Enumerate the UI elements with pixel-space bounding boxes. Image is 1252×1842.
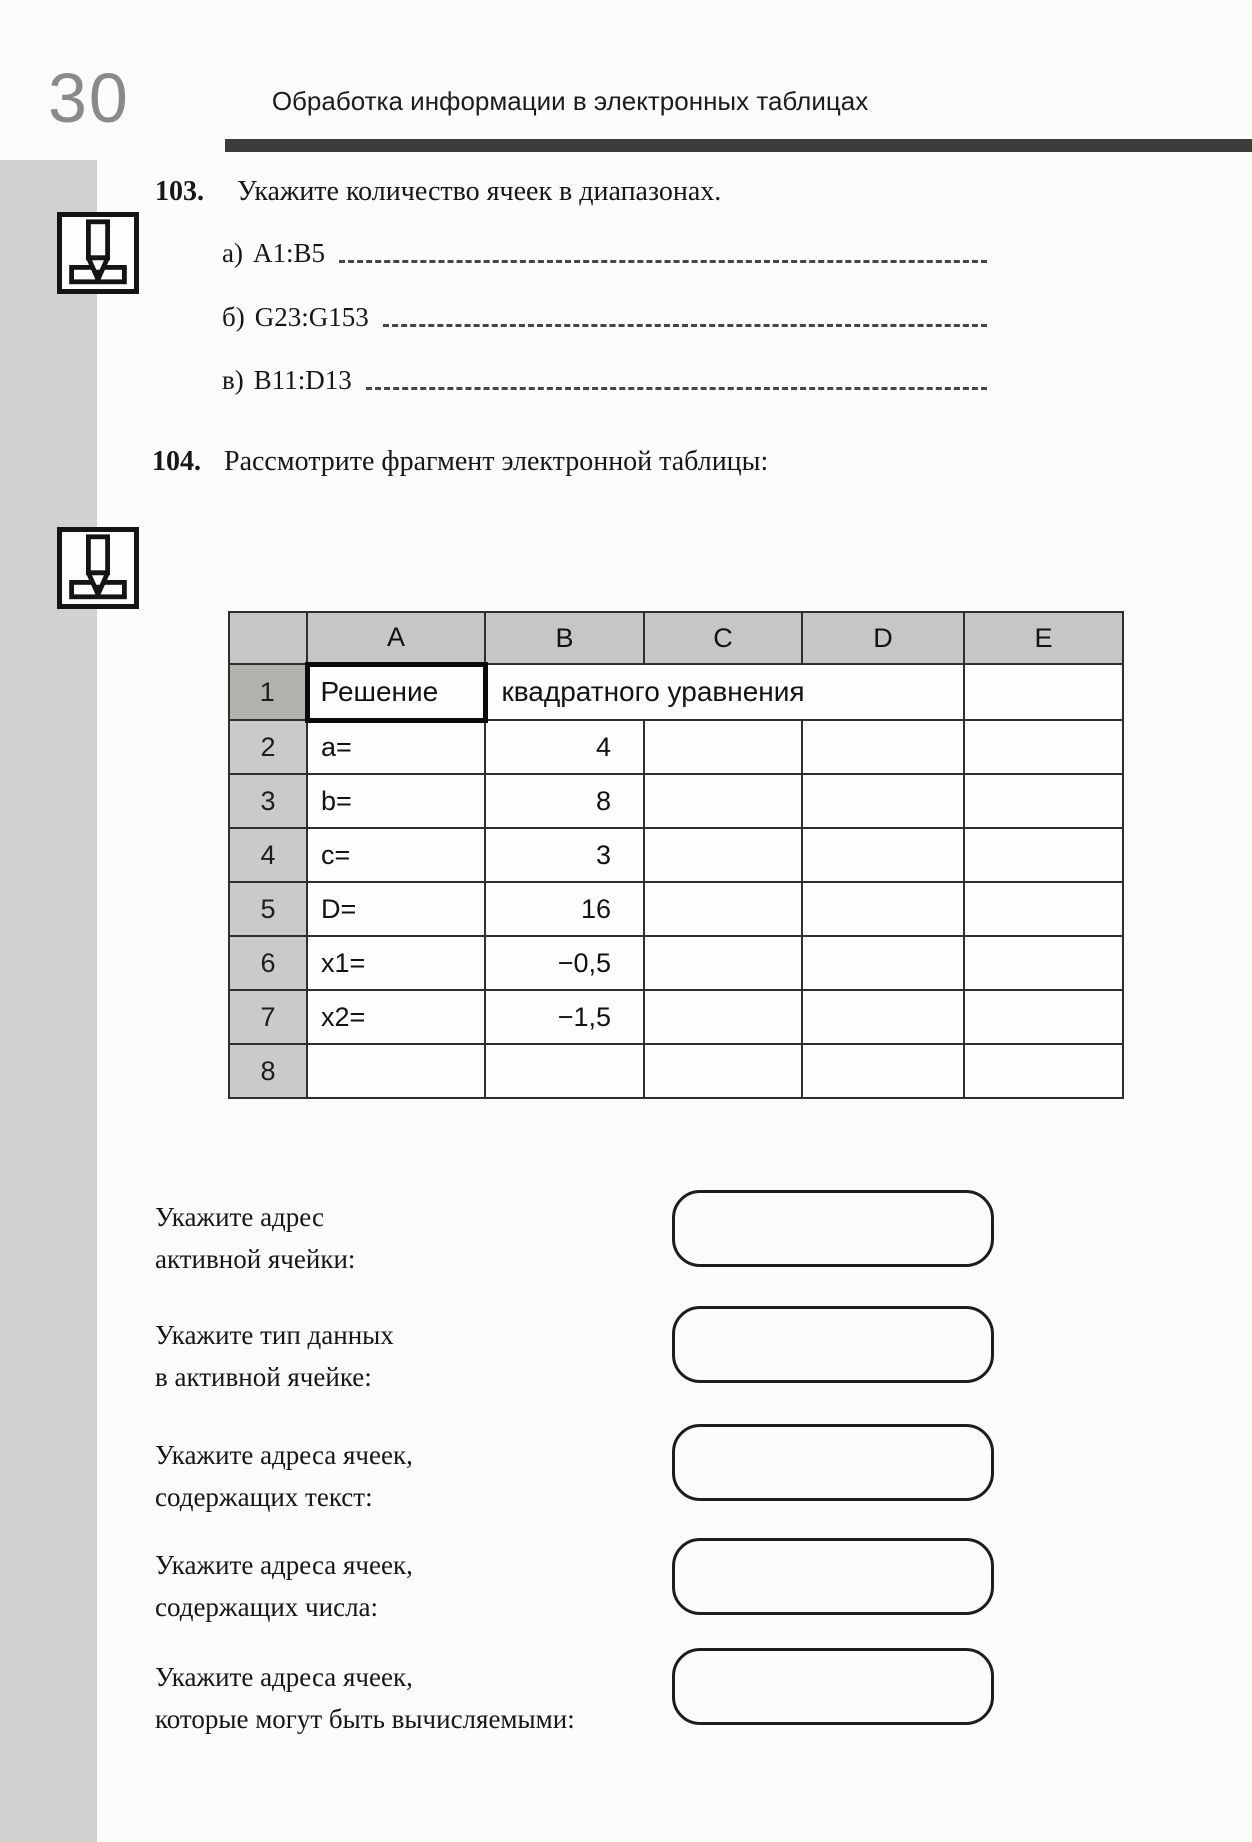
cell-C2 xyxy=(644,720,802,774)
question-line: которые могут быть вычисляемыми: xyxy=(155,1704,575,1734)
margin-strip xyxy=(0,160,97,1842)
cell-B8 xyxy=(485,1044,644,1098)
cell-A7: x2= xyxy=(307,990,485,1044)
cell-A2: a= xyxy=(307,720,485,774)
task-104-title: Рассмотрите фрагмент электронной таблицы: xyxy=(224,446,769,477)
question-line: Укажите тип данных xyxy=(155,1320,394,1350)
cell-B7: −1,5 xyxy=(485,990,644,1044)
column-header-row xyxy=(229,612,1123,664)
sheet-row-2 xyxy=(229,720,1123,774)
sheet-corner xyxy=(229,612,307,664)
column-header-E: E xyxy=(964,612,1123,664)
cell-D3 xyxy=(802,774,964,828)
question-number-cells xyxy=(155,1544,655,1628)
cell-B1-overflow: квадратного уравнения xyxy=(485,664,964,720)
question-line: содержащих числа: xyxy=(155,1592,379,1622)
answer-box-text-cells[interactable] xyxy=(672,1424,994,1501)
item-label: б) xyxy=(222,302,245,332)
cell-A3: b= xyxy=(307,774,485,828)
cell-E3 xyxy=(964,774,1123,828)
row-header-7: 7 xyxy=(229,990,307,1044)
row-header-2: 2 xyxy=(229,720,307,774)
row-header-5: 5 xyxy=(229,882,307,936)
item-label: в) xyxy=(222,365,244,395)
cell-B3: 8 xyxy=(485,774,644,828)
question-active-cell-address xyxy=(155,1196,655,1280)
cell-E8 xyxy=(964,1044,1123,1098)
cell-C6 xyxy=(644,936,802,990)
cell-B5: 16 xyxy=(485,882,644,936)
task-103-item-c xyxy=(222,365,987,396)
cell-E1 xyxy=(964,664,1123,720)
row-header-6: 6 xyxy=(229,936,307,990)
cell-range: B11:D13 xyxy=(253,365,352,395)
cell-E4 xyxy=(964,828,1123,882)
cell-B2: 4 xyxy=(485,720,644,774)
question-line: Укажите адреса ячеек, xyxy=(155,1440,413,1470)
cell-C3 xyxy=(644,774,802,828)
column-header-A: A xyxy=(307,612,485,664)
question-line: активной ячейки: xyxy=(155,1244,356,1274)
answer-blank[interactable] xyxy=(339,260,987,263)
page-number: 30 xyxy=(48,59,130,137)
cell-A4: c= xyxy=(307,828,485,882)
answer-box-active-cell-datatype[interactable] xyxy=(672,1306,994,1383)
cell-C7 xyxy=(644,990,802,1044)
answer-box-number-cells[interactable] xyxy=(672,1538,994,1615)
header-divider-bar xyxy=(225,139,1252,152)
cell-E5 xyxy=(964,882,1123,936)
task-103-item-a xyxy=(222,238,987,269)
cell-E2 xyxy=(964,720,1123,774)
sheet-row-3 xyxy=(229,774,1123,828)
row-header-1: 1 xyxy=(229,664,307,720)
question-line: Укажите адреса ячеек, xyxy=(155,1550,413,1580)
sheet-row-6 xyxy=(229,936,1123,990)
cell-D5 xyxy=(802,882,964,936)
sheet-row-7 xyxy=(229,990,1123,1044)
item-label: а) xyxy=(222,238,243,268)
sheet-row-5 xyxy=(229,882,1123,936)
cell-E7 xyxy=(964,990,1123,1044)
cell-C5 xyxy=(644,882,802,936)
question-line: Укажите адрес xyxy=(155,1202,324,1232)
answer-box-active-cell-address[interactable] xyxy=(672,1190,994,1267)
sheet-row-8 xyxy=(229,1044,1123,1098)
cell-D7 xyxy=(802,990,964,1044)
pencil-writing-icon xyxy=(57,212,139,294)
answer-blank[interactable] xyxy=(383,324,987,327)
row-header-3: 3 xyxy=(229,774,307,828)
answer-blank[interactable] xyxy=(366,387,987,390)
column-header-C: C xyxy=(644,612,802,664)
cell-B4: 3 xyxy=(485,828,644,882)
cell-A8 xyxy=(307,1044,485,1098)
question-line: Укажите адреса ячеек, xyxy=(155,1662,413,1692)
cell-range: A1:B5 xyxy=(252,238,325,268)
sheet-row-4 xyxy=(229,828,1123,882)
question-line: содержащих текст: xyxy=(155,1482,373,1512)
spreadsheet-fragment xyxy=(228,611,1124,1099)
question-computed-cells xyxy=(155,1656,655,1740)
row-header-4: 4 xyxy=(229,828,307,882)
row-header-8: 8 xyxy=(229,1044,307,1098)
cell-range: G23:G153 xyxy=(254,302,369,332)
column-header-D: D xyxy=(802,612,964,664)
column-header-B: B xyxy=(485,612,644,664)
cell-A5: D= xyxy=(307,882,485,936)
cell-C8 xyxy=(644,1044,802,1098)
task-103-number: 103. xyxy=(155,176,204,207)
question-active-cell-datatype xyxy=(155,1314,655,1398)
question-line: в активной ячейке: xyxy=(155,1362,372,1392)
cell-D4 xyxy=(802,828,964,882)
task-104-number: 104. xyxy=(152,446,201,477)
chapter-header: Обработка информации в электронных таблицах xyxy=(271,86,869,116)
cell-D2 xyxy=(802,720,964,774)
cell-D6 xyxy=(802,936,964,990)
answer-box-computed-cells[interactable] xyxy=(672,1648,994,1725)
cell-E6 xyxy=(964,936,1123,990)
cell-D8 xyxy=(802,1044,964,1098)
pencil-writing-icon xyxy=(57,527,139,609)
task-103-title: Укажите количество ячеек в диапазонах. xyxy=(237,176,722,207)
question-text-cells xyxy=(155,1434,655,1518)
active-cell-A1: Решение xyxy=(307,664,485,720)
cell-B6: −0,5 xyxy=(485,936,644,990)
task-103-item-b xyxy=(222,302,987,333)
cell-A6: x1= xyxy=(307,936,485,990)
cell-C4 xyxy=(644,828,802,882)
sheet-row-1 xyxy=(229,664,1123,720)
